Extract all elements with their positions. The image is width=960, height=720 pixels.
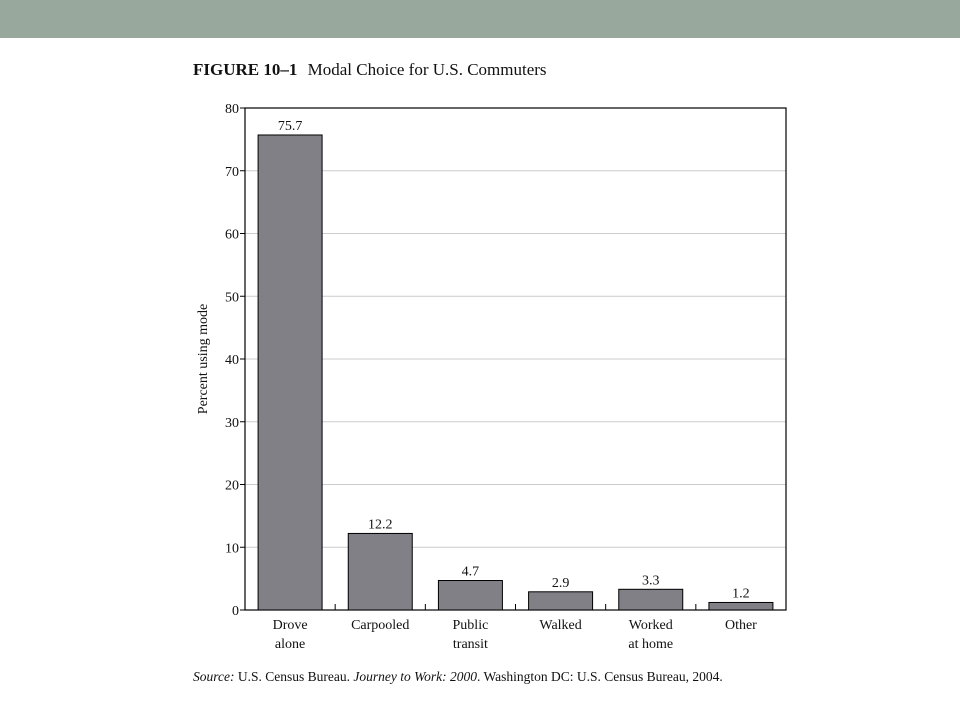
x-tick-label-line: Public — [452, 618, 489, 633]
bar — [709, 602, 773, 610]
data-label: 4.7 — [461, 564, 480, 580]
x-tick-label-line: at home — [628, 637, 674, 652]
x-tick-label-line: transit — [452, 637, 488, 652]
source-prefix: Source: — [193, 669, 235, 684]
y-tick-label: 80 — [225, 102, 239, 117]
bar — [258, 135, 322, 610]
x-tick-label-line: Drove — [272, 618, 308, 633]
x-tick-label — [539, 618, 581, 633]
x-tick-label — [351, 618, 409, 633]
x-tick-label — [453, 618, 489, 652]
bar — [348, 533, 412, 610]
x-tick-label — [273, 618, 308, 652]
x-tick-label-line: alone — [274, 637, 306, 652]
y-tick-label: 30 — [225, 415, 239, 431]
bar — [619, 589, 683, 610]
y-tick-label: 60 — [225, 227, 239, 243]
y-tick-label: 40 — [225, 353, 239, 368]
y-tick-label: 50 — [225, 290, 239, 306]
figure-number: FIGURE 10–1 — [193, 60, 298, 79]
y-tick-label: 20 — [225, 478, 239, 494]
y-tick-label: 0 — [232, 604, 239, 619]
x-tick-label-line: Carpooled — [351, 618, 410, 633]
x-tick-label-line: Worked — [628, 618, 673, 633]
x-tick-label — [725, 618, 757, 633]
figure-title-text: Modal Choice for U.S. Commuters — [307, 60, 547, 79]
y-axis-label: Percent using mode — [196, 303, 211, 415]
data-label: 12.2 — [368, 517, 393, 533]
data-label: 1.2 — [732, 586, 750, 602]
bar — [438, 581, 502, 610]
x-tick-label-line: Walked — [539, 618, 582, 633]
source-agency: U.S. Census Bureau. — [234, 669, 354, 684]
data-label: 75.7 — [277, 118, 303, 134]
bar — [529, 592, 593, 610]
source-rest: . Washington DC: U.S. Census Bureau, 2004. — [476, 669, 723, 684]
y-tick-label: 70 — [225, 164, 239, 180]
source-publication: Journey to Work: 2000 — [353, 669, 477, 684]
source-note — [193, 669, 723, 685]
x-tick-label — [628, 618, 673, 652]
data-label: 2.9 — [551, 575, 570, 591]
x-tick-label-line: Other — [724, 618, 757, 633]
data-label: 3.3 — [642, 573, 660, 589]
y-tick-label: 10 — [225, 541, 239, 557]
